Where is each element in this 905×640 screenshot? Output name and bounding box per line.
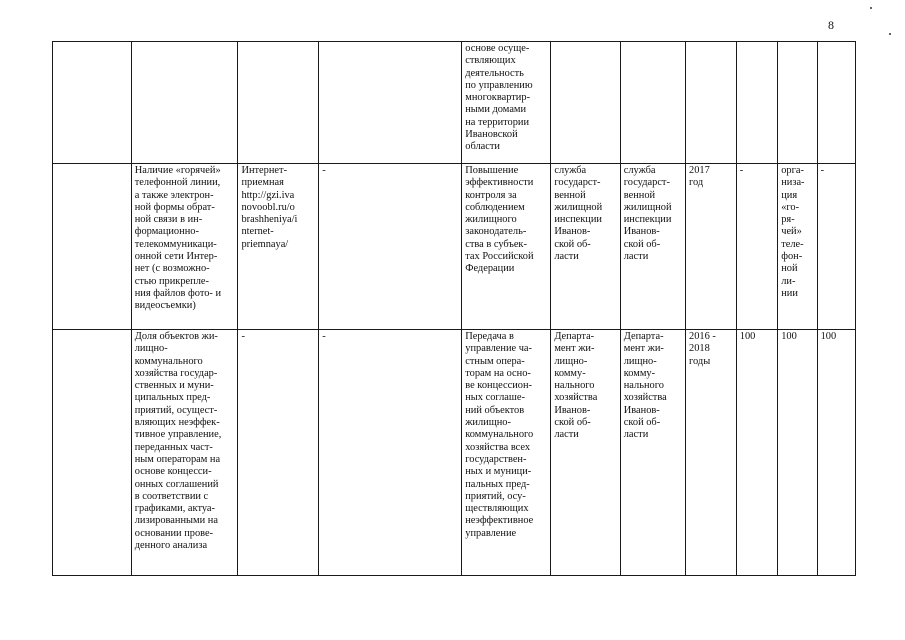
cell-text-line: ственных и муни- [134, 380, 214, 392]
table-cell [778, 330, 817, 576]
cell-text-line: ря- [781, 214, 795, 226]
cell-text-line: торам на осно- [465, 367, 531, 379]
table-cell [462, 42, 551, 164]
table-cell [238, 42, 319, 164]
cell-text-line: а также электрон- [134, 189, 214, 201]
table-cell [686, 42, 737, 164]
table-cell [736, 42, 777, 164]
cell-text-line: телекоммуникаци- [134, 238, 217, 250]
cell-text-line: жилищной [623, 201, 672, 213]
cell-text-line: формационно- [134, 226, 199, 238]
cell-text-line: деятельность [465, 67, 524, 79]
cell-text-line: лищно- [134, 343, 168, 355]
cell-text-line: годы [689, 355, 711, 367]
cell-text-line: 2018 [689, 343, 710, 355]
cell-text-line: онных соглашений [134, 478, 219, 490]
table-cell [319, 330, 462, 576]
cell-text-line: приемная [241, 177, 284, 189]
table-cell [817, 42, 855, 164]
cell-text-line: государст- [623, 177, 670, 189]
cell-text-line: государст- [554, 177, 601, 189]
cell-text-line: ласти [554, 251, 579, 263]
cell-text-line: ний объектов [465, 404, 525, 416]
cell-text-line: 2016 - [689, 331, 716, 342]
cell-text-line: эффективности [465, 177, 534, 189]
cell-text-line: по управлению [465, 79, 533, 91]
table-cell [620, 42, 685, 164]
table-cell [551, 42, 620, 164]
cell-text-line: государствен- [465, 453, 527, 465]
cell-text-line: ской об- [554, 238, 591, 250]
cell-text-line: нального [623, 380, 664, 392]
cell-text-line: основании прове- [134, 527, 214, 539]
cell-text-line: основе концесси- [134, 466, 212, 478]
cell-text-line: Иванов- [623, 404, 660, 416]
cell-text-line: основе осуще- [465, 43, 530, 54]
table-cell [238, 330, 319, 576]
table-cell [778, 42, 817, 164]
table-cell [778, 164, 817, 330]
cell-text-line: в соответствии с [134, 490, 209, 502]
cell-text-line: низа- [781, 177, 805, 189]
table-cell [53, 330, 132, 576]
cell-text-line: ния файлов фото- и [134, 287, 222, 299]
cell-text-line: Федерации [465, 263, 515, 275]
cell-text-line: инспекции [623, 214, 672, 226]
table-cell [53, 164, 132, 330]
cell-text-line: хозяйства [623, 392, 667, 404]
cell-text-line: лищно- [623, 355, 657, 367]
cell-text-line: стным опера- [465, 355, 525, 367]
cell-text-line: ли- [781, 275, 796, 287]
cell-text-line: Иванов- [554, 404, 591, 416]
cell-text-line: Наличие «горячей» [134, 165, 221, 176]
cell-text-line: тах Российской [465, 251, 534, 263]
cell-text-line: Ивановской [465, 129, 518, 141]
cell-text-line: novoobl.ru/o [241, 201, 295, 213]
cell-text-line: 100 [781, 331, 797, 342]
table-cell [462, 330, 551, 576]
cell-text-line: чей» [781, 226, 802, 238]
cell-text-line: мент жи- [554, 343, 595, 355]
table-cell [686, 164, 737, 330]
table-cell [462, 164, 551, 330]
table-cell [53, 42, 132, 164]
cell-text-line: на территории [465, 116, 530, 128]
table-cell [551, 164, 620, 330]
table-cell [131, 42, 238, 164]
cell-text-line: ской об- [554, 417, 591, 429]
cell-text-line: лищно- [554, 355, 588, 367]
cell-text-line: Иванов- [554, 226, 591, 238]
cell-text-line: коммунального [134, 355, 203, 367]
cell-text-line: управление [465, 527, 517, 539]
cell-text-line: нет (с возможно- [134, 263, 210, 275]
cell-text-line: «го- [781, 201, 800, 213]
cell-text-line: ства в субъек- [465, 238, 527, 250]
cell-text-line: теле- [781, 238, 804, 250]
table-cell [736, 164, 777, 330]
cell-text-line: ской об- [623, 417, 661, 429]
cell-text-line: nternet- [241, 226, 274, 238]
cell-text-line: - [322, 331, 326, 342]
cell-text-line: приятий, осу- [465, 490, 526, 502]
page-number: 8 [828, 18, 834, 32]
cell-text-line: тивное управление, [134, 429, 222, 441]
cell-text-line: законодатель- [465, 226, 527, 238]
cell-text-line: онной сети Интер- [134, 251, 218, 263]
cell-text-line: жилищной [554, 201, 603, 213]
cell-text-line: мент жи- [623, 343, 664, 355]
table-cell [686, 330, 737, 576]
cell-text-line: ской об- [623, 238, 661, 250]
measures-table [52, 41, 856, 576]
cell-text-line: brashheniya/i [241, 214, 298, 226]
table-cell [319, 42, 462, 164]
cell-text-line: ласти [554, 429, 579, 441]
cell-text-line: венной [623, 189, 656, 201]
cell-text-line: ной [781, 263, 798, 275]
cell-text-line: вляющих неэффек- [134, 417, 220, 429]
cell-text-line: хозяйства [554, 392, 598, 404]
cell-text-line: Департа- [554, 331, 595, 342]
cell-text-line: графиками, актуа- [134, 503, 215, 515]
table-row [53, 330, 856, 576]
cell-text-line: ными домами [465, 104, 527, 116]
cell-text-line: лизированными на [134, 515, 218, 527]
cell-text-line: Передача в [465, 331, 514, 342]
cell-text-line: пальных пред- [465, 478, 530, 490]
cell-text-line: год [689, 177, 704, 189]
cell-text-line: http://gzi.iva [241, 189, 295, 201]
cell-text-line: комму- [554, 367, 586, 379]
cell-text-line: priemnaya/ [241, 238, 289, 250]
table-cell [817, 164, 855, 330]
cell-text-line: Интернет- [241, 165, 288, 176]
cell-text-line: ных и муници- [465, 466, 532, 478]
cell-text-line: управление ча- [465, 343, 533, 355]
cell-text-line: приятий, осущест- [134, 404, 218, 416]
cell-text-line: переданных част- [134, 441, 213, 453]
cell-text-line: жилищно- [465, 417, 511, 429]
cell-text-line: инспекции [554, 214, 602, 226]
cell-text-line: ципальных пред- [134, 392, 211, 404]
cell-text-line: многоквартир- [465, 92, 531, 104]
cell-text-line: ным операторам на [134, 453, 221, 465]
table-cell [238, 164, 319, 330]
table-cell [551, 330, 620, 576]
cell-text-line: 100 [739, 331, 756, 342]
cell-text-line: комму- [623, 367, 656, 379]
cell-text-line: - [820, 165, 825, 176]
cell-text-line: ве концессион- [465, 380, 533, 392]
cell-text-line: ной связи в ин- [134, 214, 203, 226]
cell-text-line: контроля за [465, 189, 517, 201]
cell-text-line: телефонной линии, [134, 177, 221, 189]
table-cell [736, 330, 777, 576]
cell-text-line: орга- [781, 165, 804, 176]
cell-text-line: ных соглаше- [465, 392, 525, 404]
cell-text-line: служба [554, 165, 587, 176]
cell-text-line: стью прикрепле- [134, 275, 209, 287]
scan-speck [870, 7, 872, 9]
cell-text-line: хозяйства государ- [134, 367, 218, 379]
cell-text-line: Доля объектов жи- [134, 331, 218, 342]
scan-speck [889, 33, 891, 35]
cell-text-line: служба [623, 165, 656, 176]
cell-text-line: области [465, 141, 500, 153]
cell-text-line: хозяйства всех [465, 441, 531, 453]
cell-text-line: Департа- [623, 331, 664, 342]
table-cell [131, 164, 238, 330]
cell-text-line: ной формы обрат- [134, 201, 215, 213]
cell-text-line: - [241, 331, 245, 342]
cell-text-line: - [322, 165, 326, 176]
cell-text-line: нии [781, 287, 798, 299]
table-cell [319, 164, 462, 330]
cell-text-line: ласти [623, 429, 649, 441]
table-row [53, 42, 856, 164]
cell-text-line: 100 [820, 331, 837, 342]
cell-text-line: денного анализа [134, 540, 208, 552]
cell-text-line: Повышение [465, 165, 519, 176]
table-cell [620, 330, 685, 576]
cell-text-line: нального [554, 380, 595, 392]
cell-text-line: неэффективное [465, 515, 534, 527]
cell-text-line: коммунального [465, 429, 534, 441]
cell-text-line: венной [554, 189, 586, 201]
cell-text-line: - [739, 165, 744, 176]
cell-text-line: видеосъемки) [134, 300, 196, 312]
table-cell [620, 164, 685, 330]
cell-text-line: соблюдением [465, 201, 525, 213]
cell-text-line: 2017 [689, 165, 710, 176]
table-row [53, 164, 856, 330]
cell-text-line: фон- [781, 251, 803, 263]
cell-text-line: жилищного [465, 214, 517, 226]
cell-text-line: ласти [623, 251, 649, 263]
cell-text-line: ствляющих [465, 55, 516, 67]
table-cell [817, 330, 855, 576]
cell-text-line: Иванов- [623, 226, 660, 238]
cell-text-line: ществляющих [465, 503, 529, 515]
cell-text-line: ция [781, 189, 798, 201]
table-cell [131, 330, 238, 576]
